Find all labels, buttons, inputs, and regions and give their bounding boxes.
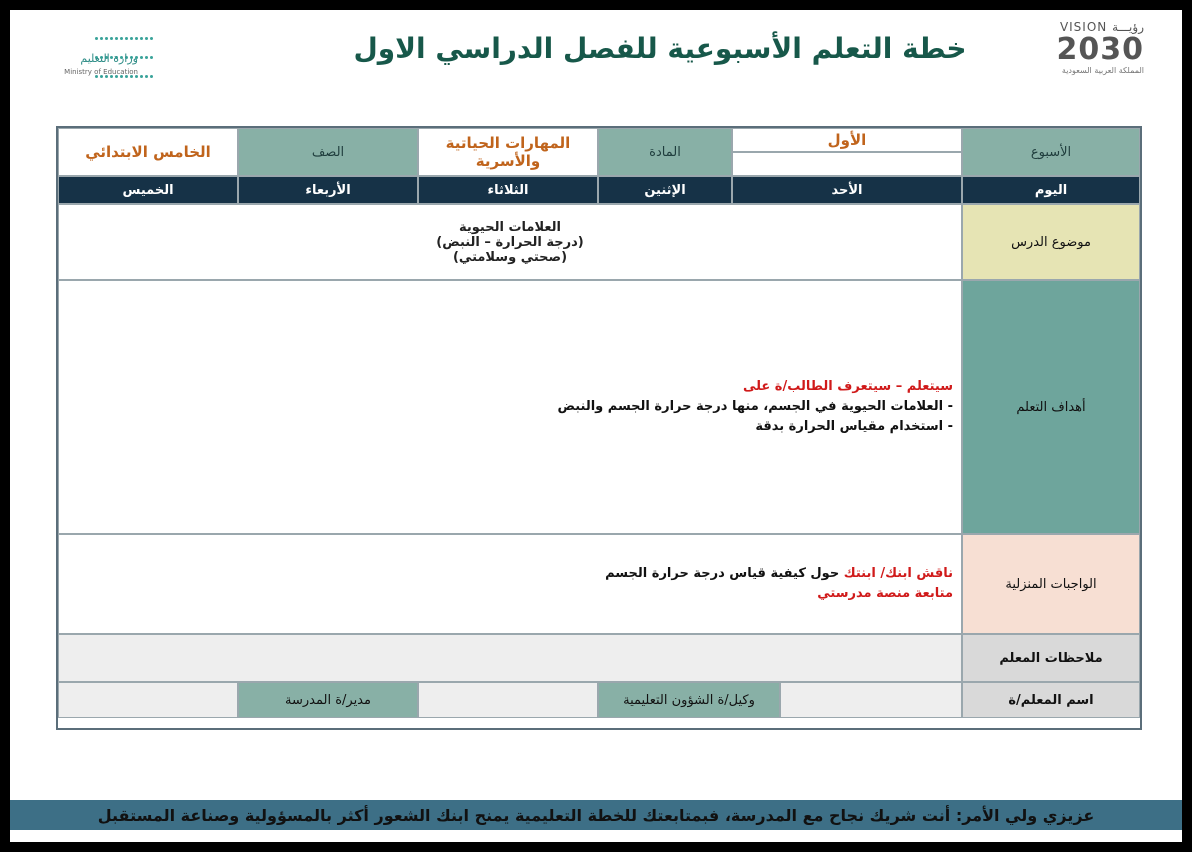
ministry-name-en: Ministry of Education	[64, 68, 138, 76]
footer-banner: عزيزي ولي الأمر: أنت شريك نجاح مع المدرسة، فبمتابعتك للخطة التعليمية يمنح ابنك الشعور أكثر بالمسؤولية وصناعة المستقبل	[10, 800, 1182, 830]
goals-item-1: - العلامات الحيوية في الجسم، منها درجة حرارة الجسم والنبض	[557, 399, 953, 414]
week-value-blank[interactable]	[732, 152, 962, 176]
day-monday: الإثنين	[598, 176, 732, 204]
goals-label: أهداف التعلم	[962, 280, 1140, 534]
notes-label: ملاحظات المعلم	[962, 634, 1140, 682]
ministry-name-ar: وزارة التعليم	[80, 52, 138, 65]
subject-label: المادة	[598, 128, 732, 176]
deputy-field[interactable]	[418, 682, 598, 718]
goals-content	[58, 280, 962, 534]
notes-content[interactable]	[58, 634, 962, 682]
day-sunday: الأحد	[732, 176, 962, 204]
vision-label: VISION رؤيـــة	[1059, 20, 1144, 34]
principal-field[interactable]	[58, 682, 238, 718]
grade-label: الصف	[238, 128, 418, 176]
day-thursday: الخميس	[58, 176, 238, 204]
topic-content	[58, 204, 962, 280]
vision-year: 2030	[1056, 32, 1144, 67]
day-wednesday: الأربعاء	[238, 176, 418, 204]
goals-item-2: - استخدام مقياس الحرارة بدقة	[755, 419, 953, 434]
homework-line-1: ناقش ابنك/ ابنتك حول كيفية قياس درجة حرارة الجسم	[605, 566, 953, 581]
principal-label: مدير/ة المدرسة	[238, 682, 418, 718]
teacher-name-field[interactable]	[780, 682, 962, 718]
deputy-label: وكيل/ة الشؤون التعليمية	[598, 682, 780, 718]
week-label: الأسبوع	[962, 128, 1140, 176]
topic-line-2: (درجة الحرارة – النبض)	[436, 234, 584, 250]
ministry-dots-icon	[94, 26, 164, 48]
homework-label: الواجبات المنزلية	[962, 534, 1140, 634]
homework-line-2: متابعة منصة مدرستي	[817, 586, 953, 601]
ministry-logo	[58, 26, 168, 86]
topic-line-3: (صحتي وسلامتي)	[452, 249, 568, 265]
vision-country: المملكة العربية السعودية	[1061, 66, 1144, 75]
day-tuesday: الثلاثاء	[418, 176, 598, 204]
teacher-name-label: اسم المعلم/ة	[962, 682, 1140, 718]
goals-intro: سيتعلم – سيتعرف الطالب/ة على	[742, 379, 953, 394]
homework-content	[58, 534, 962, 634]
page-title: خطة التعلم الأسبوعية للفصل الدراسي الاول	[353, 32, 967, 65]
topic-line-1: العلامات الحيوية	[459, 219, 561, 235]
day-label: اليوم	[962, 176, 1140, 204]
week-value: الأول	[732, 128, 962, 152]
topic-label: موضوع الدرس	[962, 204, 1140, 280]
vision-2030-logo	[1032, 20, 1144, 90]
subject-value: المهارات الحياتية والأسرية	[418, 128, 598, 176]
page	[10, 10, 1182, 842]
grade-value: الخامس الابتدائي	[58, 128, 238, 176]
